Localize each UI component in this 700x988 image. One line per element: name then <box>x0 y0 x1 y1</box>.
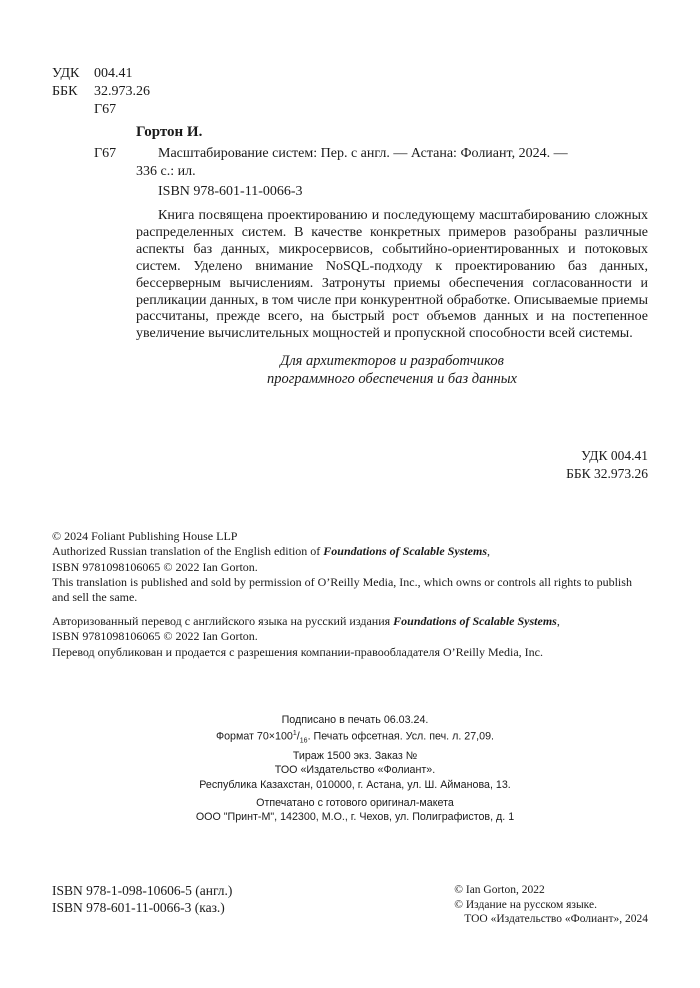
copyright-en-line <box>52 544 652 559</box>
publisher-address: Республика Казахстан, 010000, г. Астана, ул. Ш. Айманова, 13. <box>199 778 511 791</box>
copyright-russian <box>52 614 652 660</box>
author-sign: Г67 <box>94 146 117 161</box>
print-run: Тираж 1500 экз. Заказ № <box>292 750 418 763</box>
audience-line-2: программного обеспечения и баз данных <box>266 371 517 387</box>
format-denominator: 16 <box>299 737 308 745</box>
copyright-author: © Ian Gorton, 2022 <box>454 884 545 896</box>
udk-value: 004.41 <box>94 66 133 81</box>
printer-info: ООО "Принт-М", 142300, М.О., г. Чехов, ул. Полиграфистов, д. 1 <box>195 810 515 823</box>
original-title-ru: Foundations of Scalable Systems <box>393 614 557 628</box>
copyright-publisher: ТОО «Издательство «Фолиант», 2024 <box>464 913 648 925</box>
udk-label: УДК <box>52 66 80 81</box>
signed-date: Подписано в печать 06.03.24. <box>281 714 429 726</box>
author-sign-top: Г67 <box>94 102 117 117</box>
print-info <box>150 713 560 824</box>
copyright-bottom <box>452 883 648 927</box>
isbn-list <box>52 882 232 916</box>
format-line: Формат $70\times 100^1/_{16}$. Печать офсетная. Усл. печ. л. 27,09. <box>215 730 494 745</box>
translation-note: Authorized Russian translation of the English edition of <box>52 544 324 559</box>
bbk-value: 32.973.26 <box>94 84 150 99</box>
copyright-edition: © Издание на русском языке. <box>454 898 597 911</box>
original-title: Foundations of Scalable Systems <box>323 544 487 559</box>
copyright-english <box>52 529 652 605</box>
copyright-en-line: This translation is published and sold by permission of O’Reilly Media, Inc., which owns or controls all rights to publish <box>52 574 632 589</box>
isbn-kazakh: ISBN 978-601-11-0066-3 (каз.) <box>52 900 225 915</box>
isbn-entry: ISBN 978-601-11-0066-3 <box>158 184 303 199</box>
copyright-ru-line: Перевод опубликован и продается с разрешения компании-правообладателя O’Reilly Media, Inc. <box>52 644 543 659</box>
format-numerator: 1 <box>292 730 297 738</box>
copyright-ru-line <box>52 614 652 629</box>
author-name: Гортон И. <box>136 124 203 140</box>
copyright-ru-line: ISBN 9781098106065 © 2022 Ian Gorton. <box>52 629 258 644</box>
book-title-line: Масштабирование систем: Пер. с англ. — Астана: Фолиант, 2024. — <box>158 146 568 161</box>
annotation-text: Книга посвящена проектированию и последующему масштабированию сложных распределенных систем. В качестве конкретных примеров разобраны различные аспекты баз данных, микросервисов, событийно-ориентированных и потоковых систем. Уделено внимание NoSQL-подходу к проектированию баз данных, бессерверным вычислениям. Затронуты приемы обеспечения согласованности и репликации данных, в том числе при конкурентной обработке. Описываемые приемы рассчитаны, прежде всего, на быстрый рост объемов данных и на постепенное увеличение вычислительных мощностей и пропускной способности всей системы. <box>136 208 648 342</box>
printed-from-layout: Отпечатано с готового оригинал-макета <box>256 796 454 809</box>
bbk-label: ББК <box>52 84 78 99</box>
format-text: Формат 70×100 <box>215 730 293 743</box>
udk-right: УДК 004.41 <box>581 448 648 463</box>
copyright-en-line: © 2024 Foliant Publishing House LLP <box>52 529 238 543</box>
translation-note-ru: Авторизованный перевод с английского языка на русский издания <box>52 614 394 628</box>
audience-line-1: Для архитекторов и разработчиков <box>280 353 504 369</box>
bbk-right: ББК 32.973.26 <box>566 466 648 481</box>
punctuation: , <box>486 544 490 559</box>
publisher-name: ТОО «Издательство «Фолиант». <box>274 764 436 777</box>
page-count: 336 с.: ил. <box>136 164 196 179</box>
isbn-english: ISBN 978-1-098-10606-5 (англ.) <box>52 883 233 898</box>
format-details: . Печать офсетная. Усл. печ. л. 27,09. <box>307 730 494 743</box>
punctuation: , <box>556 614 560 628</box>
copyright-en-line: and sell the same. <box>52 590 138 605</box>
copyright-en-line: ISBN 9781098106065 © 2022 Ian Gorton. <box>52 559 258 574</box>
